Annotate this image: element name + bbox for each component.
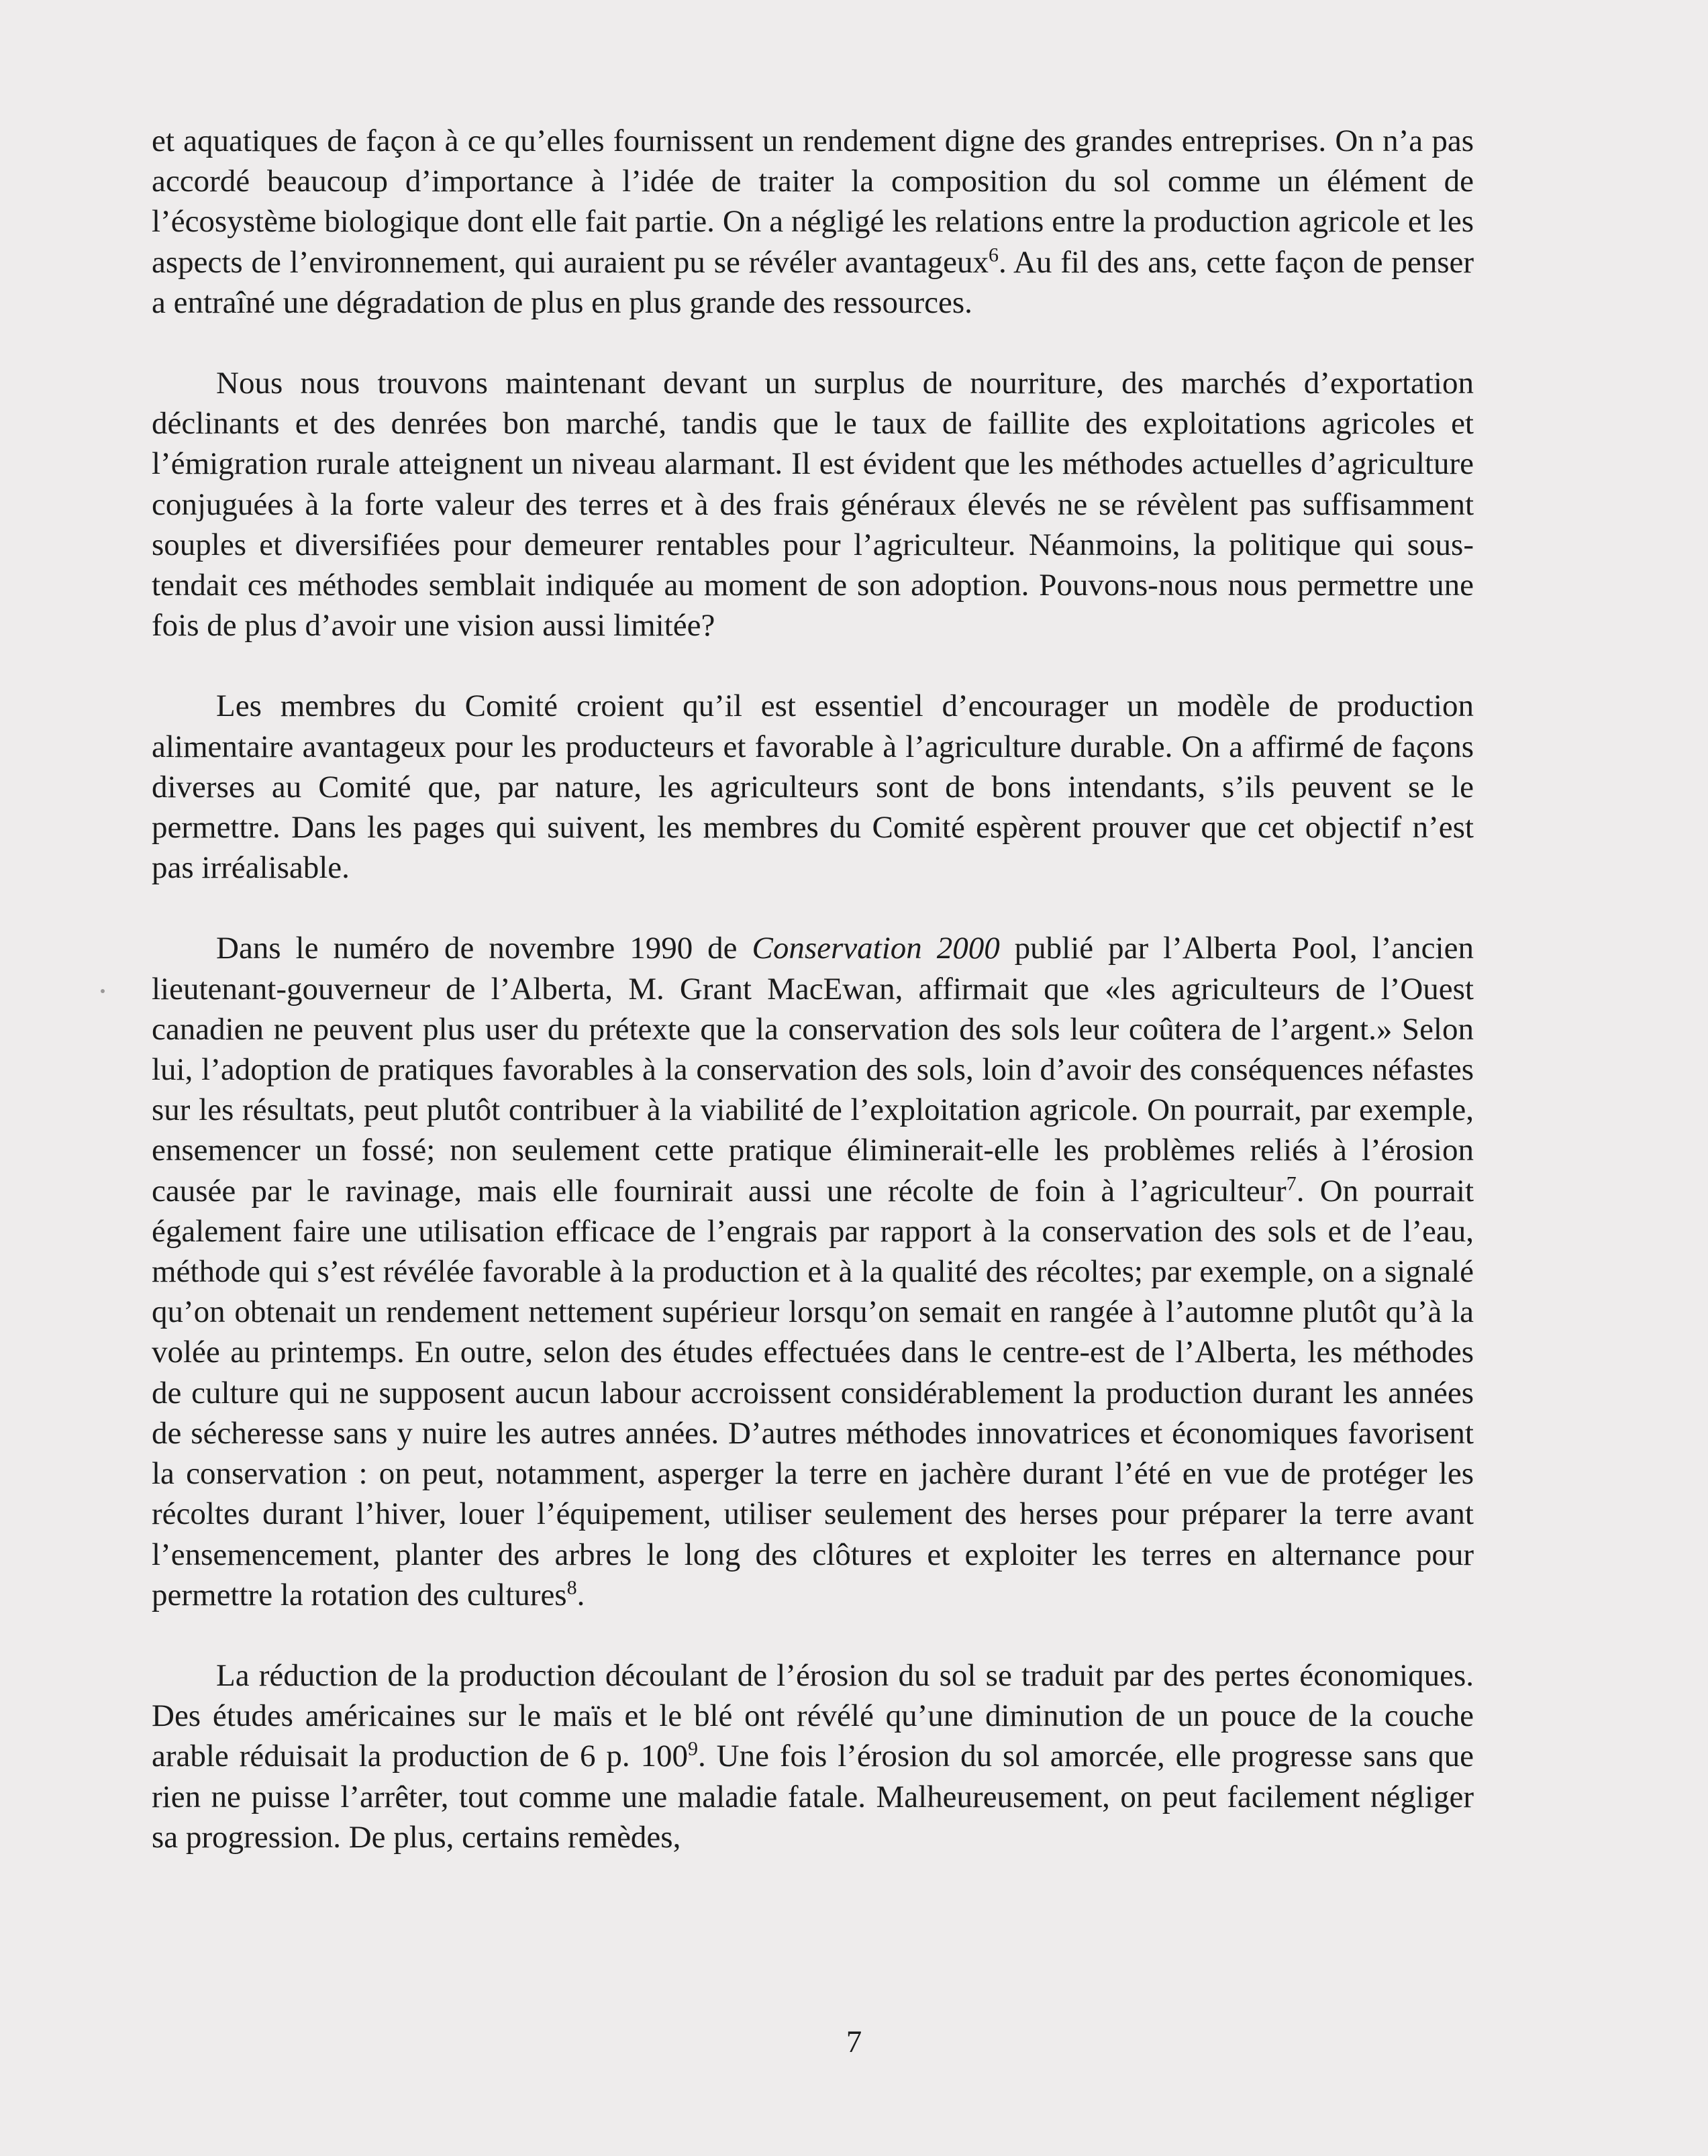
paragraph-3 [152,686,1474,888]
text-run: . [576,1577,585,1612]
page-number: 7 [846,2024,862,2059]
footnote-reference: 6 [988,243,999,266]
paragraph-5 [152,1655,1474,1857]
text-run: . Au fil des ans, cette façon de penser a entraîné une dégradation de plus en plus grande des ressources. [152,244,1474,320]
text-run: et aquatiques de façon à ce qu’elles fournissent un rendement digne des grandes entreprises. On n’a pas accordé beaucoup d’importance à l’idée de traiter la composition du sol comme un élément de l’écosystème biologique dont elle fait partie. On a négligé les relations entre la production agricole et les aspects de l’environnement, qui auraient pu se révéler avantageux [152,123,1474,280]
text-run: Dans le numéro de novembre 1990 de [216,931,752,966]
text-run: Les membres du Comité croient qu’il est essentiel d’encourager un modèle de production alimentaire avantageux pour les producteurs et favorable à l’agriculture durable. On a affirmé de façons diverses au Comité que, par nature, les agriculteurs sont de bons intendants, s’ils peuvent se le permettre. Dans les pages qui suivent, les membres du Comité espèrent prouver que cet objectif n’est pas irréalisable. [152,688,1474,886]
footnote-reference: 7 [1286,1172,1297,1195]
text-run: publié par l’Alberta Pool, l’ancien lieutenant-gouverneur de l’Alberta, M. Grant MacEwan, affirmait que «les agriculteurs de l’Ouest canadien ne peuvent plus user du prétexte que la conservation des sols leur coûtera de l’argent.» Selon lui, l’adoption de pratiques favorables à la conservation des sols, loin d’avoir des conséquences néfastes sur les résultats, peut plutôt contribuer à la viabilité de l’exploitation agricole. On pourrait, par exemple, ensemencer un fossé; non seulement cette pratique éliminerait-elle les problèmes reliés à l’érosion causée par le ravinage, mais elle fournirait aussi une récolte de foin à l’agriculteur [152,931,1474,1209]
text-run: La réduction de la production découlant de l’érosion du sol se traduit par des pertes économiques. Des études américaines sur le maïs et le blé ont révélé qu’une diminution de un pouce de la couche arable réduisait la production de 6 p. 100 [152,1657,1474,1774]
text-run: Nous nous trouvons maintenant devant un surplus de nourriture, des marchés d’exportation déclinants et des denrées bon marché, tandis que le taux de faillite des exploitations agricoles et l’émigration rurale atteignent un niveau alarmant. Il est évident que les méthodes actuelles d’agriculture conjuguées à la forte valeur des terres et à des frais généraux élevés ne se révèlent pas suffisamment souples et diversifiées pour demeurer rentables pour l’agriculteur. Néanmoins, la politique qui sous-tendait ces méthodes semblait indiquée au moment de son adoption. Pouvons-nous nous permettre une fois de plus d’avoir une vision aussi limitée? [152,366,1474,644]
paragraph-1 [152,121,1474,323]
footnote-reference: 9 [688,1737,698,1760]
publication-title: Conservation 2000 [752,931,1000,966]
footnote-reference: 8 [566,1576,577,1599]
text-run: . On pourrait également faire une utilisation efficace de l’engrais par rapport à la conservation des sols et de l’eau, méthode qui s’est révélée favorable à la production et à la qualité des récoltes; par exemple, on a signalé qu’on obtenait un rendement nettement supérieur lorsqu’on semait en rangée à l’automne plutôt qu’à la volée au printemps. En outre, selon des études effectuées dans le centre-est de l’Alberta, les méthodes de culture qui ne supposent aucun labour accroissent considérablement la production durant les années de sécheresse sans y nuire les autres années. D’autres méthodes innovatrices et économiques favorisent la conservation : on peut, notamment, asperger la terre en jachère durant l’été en vue de protéger les récoltes durant l’hiver, louer l’équipement, utiliser seulement des herses pour préparer la terre avant l’ensemencement, planter des arbres le long des clôtures et exploiter les terres en alternance pour permettre la rotation des cultures [152,1173,1474,1612]
text-run: . Une fois l’érosion du sol amorcée, elle progresse sans que rien ne puisse l’arrêter, tout comme une maladie fatale. Malheureusement, on peut facilement négliger sa progression. De plus, certains remèdes, [152,1739,1474,1855]
body-text [152,121,1474,1898]
margin-dot-mark [101,989,105,993]
paragraph-4 [152,928,1474,1614]
paragraph-2 [152,363,1474,646]
